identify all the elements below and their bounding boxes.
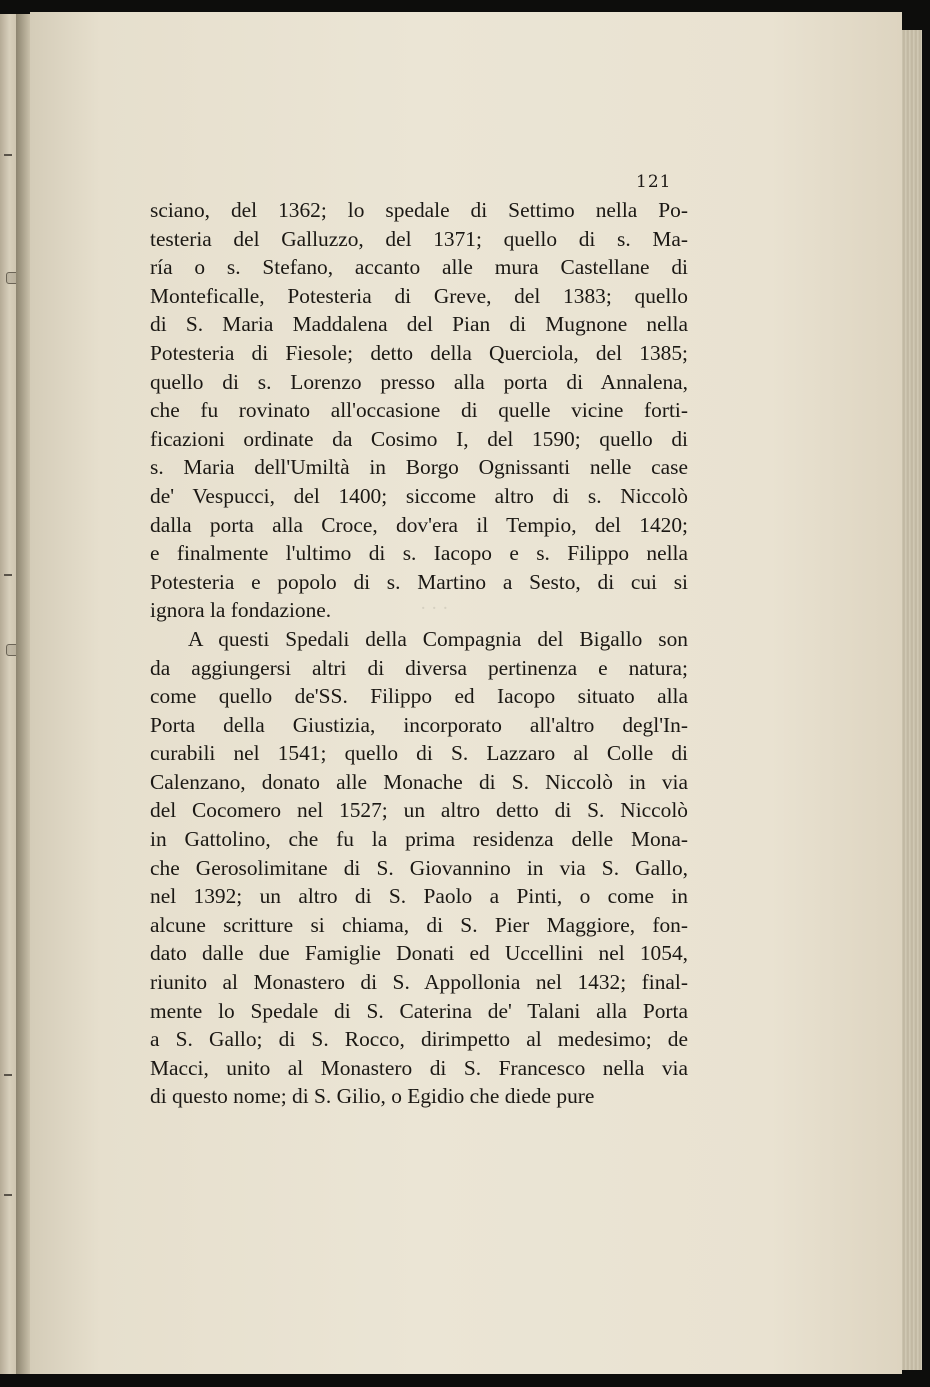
- binding-stitch: [4, 154, 12, 156]
- page-stack-edges: [902, 30, 922, 1370]
- text-line: dato dalle due Famiglie Donati ed Uccellini nel 1054,: [150, 941, 688, 966]
- text-line: che Gerosolimitane di S. Giovannino in via S. Gallo,: [150, 855, 688, 880]
- text-line: dalla porta alla Croce, dov'era il Tempio, del 1420;: [150, 512, 688, 537]
- text-line: alcune scritture si chiama, di S. Pier Maggiore, fon-: [150, 912, 688, 937]
- page-number: 121: [636, 172, 672, 192]
- text-line: ignora la fondazione.: [150, 598, 332, 623]
- text-line: e finalmente l'ultimo di s. Iacopo e s. Filippo nella: [150, 541, 688, 566]
- gutter-shadow: [16, 14, 30, 1374]
- text-line: Monteficalle, Potesteria di Greve, del 1383; quello: [150, 283, 688, 308]
- text-line: s. Maria dell'Umiltà in Borgo Ognissanti nelle case: [150, 455, 688, 480]
- left-page-edge: [0, 14, 17, 1374]
- text-line: ficazioni ordinate da Cosimo I, del 1590; quello di: [150, 426, 688, 451]
- body-text: [150, 196, 688, 1111]
- text-line: de' Vespucci, del 1400; siccome altro di s. Niccolò: [150, 483, 688, 508]
- text-line: sciano, del 1362; lo spedale di Settimo nella Po-: [150, 198, 688, 222]
- text-line: di S. Maria Maddalena del Pian di Mugnone nella: [150, 312, 688, 337]
- text-line: nel 1392; un altro di S. Paolo a Pinti, o come in: [150, 884, 688, 909]
- text-line: di questo nome; di S. Gilio, o Egidio che diede pure: [150, 1084, 595, 1109]
- text-line: in Gattolino, che fu la prima residenza delle Mona-: [150, 827, 688, 852]
- text-line: Potesteria e popolo di s. Martino a Sesto, di cui si: [150, 569, 688, 594]
- text-line: mente lo Spedale di S. Caterina de' Talani alla Porta: [150, 998, 688, 1023]
- text-line: Macci, unito al Monastero di S. Francesco nella via: [150, 1055, 688, 1080]
- binding-stitch: [4, 1194, 12, 1196]
- text-line: curabili nel 1541; quello di S. Lazzaro al Colle di: [150, 741, 688, 766]
- show-through-bleed: · · ·: [420, 598, 449, 619]
- text-line: testeria del Galluzzo, del 1371; quello di s. Ma-: [150, 226, 688, 251]
- text-line: a S. Gallo; di S. Rocco, dirimpetto al medesimo; de: [150, 1027, 688, 1052]
- text-line: che fu rovinato all'occasione di quelle vicine forti-: [150, 398, 688, 423]
- binding-stitch: [4, 1074, 12, 1076]
- text-line: ría o s. Stefano, accanto alle mura Castellane di: [150, 255, 688, 280]
- text-line: da aggiungersi altri di diversa pertinenza e natura;: [150, 655, 688, 680]
- text-line: Calenzano, donato alle Monache di S. Niccolò in via: [150, 769, 688, 794]
- text-line: Potesteria di Fiesole; detto della Querciola, del 1385;: [150, 340, 688, 365]
- binding-stitch: [4, 574, 12, 576]
- text-line: del Cocomero nel 1527; un altro detto di S. Niccolò: [150, 798, 688, 823]
- text-line: A questi Spedali della Compagnia del Bigallo son: [188, 626, 688, 651]
- text-line: come quello de'SS. Filippo ed Iacopo situato alla: [150, 684, 688, 709]
- text-line: Porta della Giustizia, incorporato all'altro degl'In-: [150, 712, 688, 737]
- text-line: riunito al Monastero di S. Appollonia nel 1432; final-: [150, 970, 688, 995]
- text-line: quello di s. Lorenzo presso alla porta di Annalena,: [150, 369, 688, 394]
